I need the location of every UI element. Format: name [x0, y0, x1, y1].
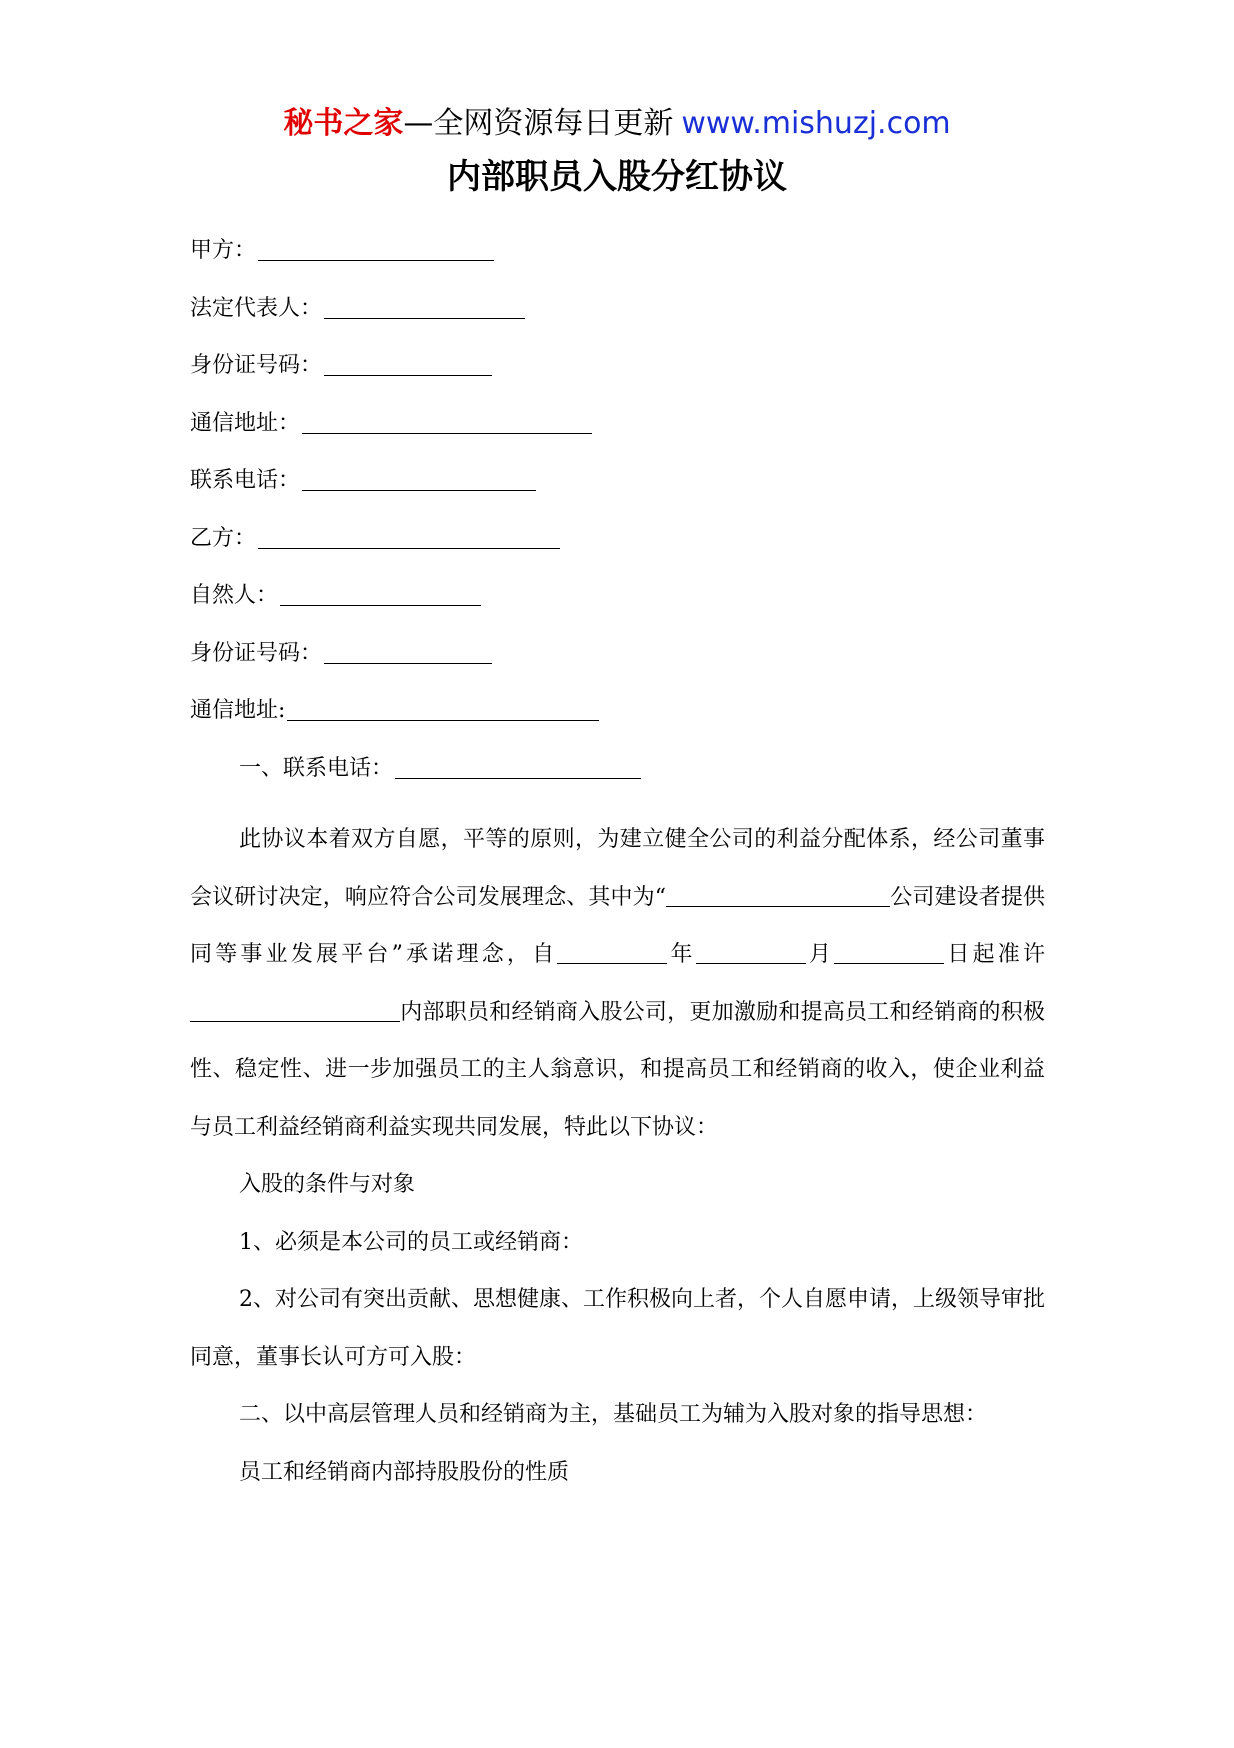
field-party-a — [190, 236, 1045, 294]
fill-in-blank[interactable] — [666, 884, 846, 907]
field-label: 通信地址: — [190, 698, 286, 723]
fill-in-blank[interactable] — [258, 524, 560, 549]
clause-1-2: 2、对公司有突出贡献、思想健康、工作积极向上者，个人自愿申请，上级领导审批同意，董事长认可方可入股： — [190, 1287, 1045, 1370]
section-heading: 入股的条件与对象 — [239, 1172, 416, 1197]
preamble-text-2: 公司建设者提供同等事业发展平台”承诺理念，自 — [190, 884, 1045, 967]
section-heading: 员工和经销商内部持股股份的性质 — [239, 1459, 570, 1485]
fill-in-blank[interactable] — [834, 941, 944, 964]
preamble-year: 年 — [667, 942, 696, 967]
preamble-text-3: 内部职员和经销商入股公司，更加激励和提高员工和经销商的积极性、稳定性、进一步加强员工的主人翁意识，和提高员工和经销商的收入，使企业利益与员工利益经销商利益实现共同发展，特此以下协议： — [190, 999, 1045, 1140]
fill-in-blank[interactable] — [190, 999, 400, 1022]
field-party-b — [190, 524, 1045, 582]
preamble-text-1: 此协议本着双方自愿，平等的原则，为建立健全公司的利益分配体系，经公司董事会议研讨决定，响应符合公司发展理念、其中为“ — [190, 827, 1045, 910]
fill-in-blank[interactable] — [846, 884, 890, 907]
fill-in-blank[interactable] — [557, 941, 667, 964]
document-title: 内部职员入股分红协议 — [447, 157, 787, 197]
field-label: 身份证号码： — [190, 353, 323, 378]
field-id-no-a — [190, 351, 1045, 409]
preamble-month: 月 — [805, 942, 835, 967]
site-url-link[interactable]: www.mishuzj.com — [681, 106, 951, 141]
document-body — [190, 236, 1045, 1501]
fill-in-blank[interactable] — [258, 236, 494, 261]
field-label: 联系电话： — [190, 468, 301, 493]
field-label: 甲方： — [190, 238, 257, 263]
fill-in-blank[interactable] — [287, 696, 599, 721]
header-tagline: —全网资源每日更新 — [403, 106, 674, 141]
field-label: 一、联系电话： — [239, 755, 394, 781]
field-id-no-b — [190, 639, 1045, 697]
field-label: 通信地址： — [190, 410, 301, 436]
field-label: 身份证号码： — [190, 640, 323, 666]
field-natural-person — [190, 581, 1045, 639]
field-phone-a — [190, 466, 1045, 524]
fill-in-blank[interactable] — [324, 351, 492, 376]
fill-in-blank[interactable] — [280, 581, 481, 606]
fill-in-blank[interactable] — [302, 409, 592, 434]
fill-in-blank[interactable] — [302, 466, 536, 491]
field-legal-rep — [190, 294, 1045, 352]
field-phone-b — [190, 754, 1045, 812]
fill-in-blank[interactable] — [324, 294, 525, 319]
agreement-preamble — [190, 811, 1045, 1156]
preamble-day: 日起准许 — [944, 942, 1045, 967]
field-label: 乙方： — [190, 525, 257, 551]
brand-name: 秘书之家 — [283, 106, 404, 141]
section-2: 二、以中高层管理人员和经销商为主，基础员工为辅为入股对象的指导思想： — [239, 1402, 988, 1427]
field-label: 法定代表人： — [190, 295, 323, 321]
clause-1-1: 1、必须是本公司的员工或经销商： — [239, 1229, 583, 1255]
field-address-b — [190, 696, 1045, 754]
field-label: 自然人： — [190, 583, 279, 608]
fill-in-blank[interactable] — [696, 941, 784, 964]
fill-in-blank[interactable] — [395, 754, 641, 779]
fill-in-blank[interactable] — [324, 639, 492, 664]
field-address-a — [190, 409, 1045, 467]
fill-in-blank[interactable] — [784, 941, 806, 964]
site-header — [0, 104, 1234, 144]
